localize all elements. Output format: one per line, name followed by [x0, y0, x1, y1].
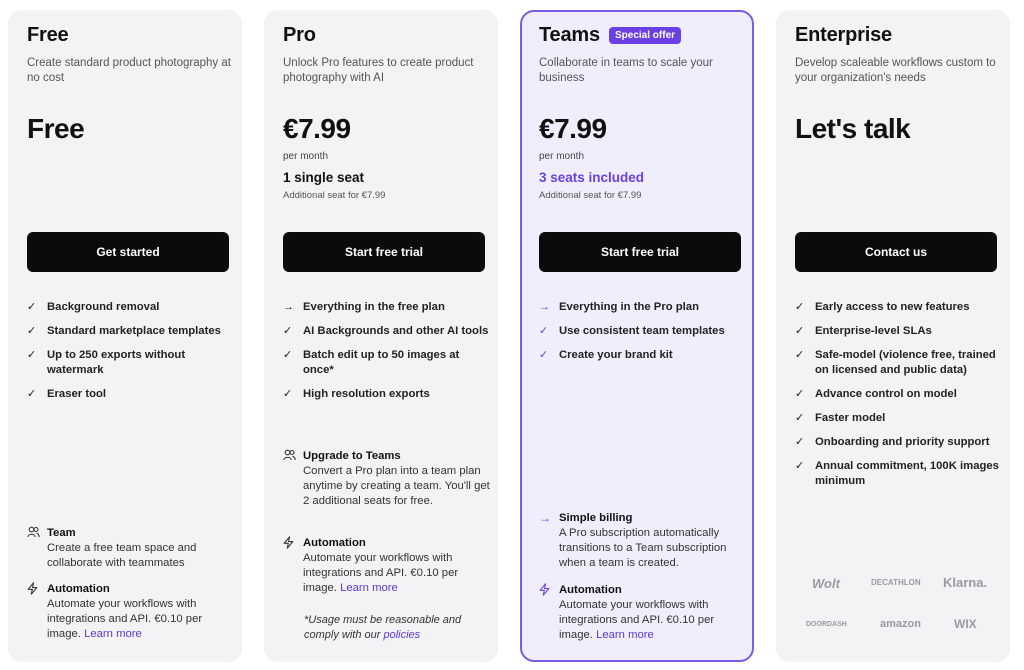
automation-block: Automation Automate your workflows with integrations and API. €0.10 per image. Learn more: [283, 536, 491, 596]
upgrade-to-teams-block: Upgrade to Teams Convert a Pro plan into a team plan anytime by creating a team. You'll get 2 additional seats for free.: [283, 449, 491, 509]
feature-list: [283, 300, 491, 411]
plan-card-free: [8, 10, 242, 662]
plan-description: Develop scaleable workflows custom to your organization's needs: [795, 57, 996, 84]
additional-seat-info: Additional seat for €7.99: [283, 190, 386, 201]
feature-item: ✓ Advance control on model: [795, 388, 957, 400]
start-free-trial-button[interactable]: Start free trial: [539, 232, 741, 272]
seat-info: 3 seats included: [539, 170, 645, 185]
team-icon: [27, 526, 47, 542]
feature-item: ✓ Batch edit up to 50 images at once*: [283, 349, 460, 376]
simple-billing-block: → Simple billing A Pro subscription automatically transitions to a Team subscription when a team is created.: [539, 511, 727, 569]
check-icon: ✓: [795, 388, 805, 400]
plan-description: Create standard product photography at no cost: [27, 57, 231, 84]
feature-list: [539, 300, 747, 372]
feature-item: ✓ Use consistent team templates: [539, 325, 725, 337]
check-icon: ✓: [283, 349, 293, 361]
price-period: per month: [539, 151, 585, 162]
special-offer-badge: Special offer: [609, 27, 681, 44]
logo-decathlon: DECATHLON: [871, 578, 921, 587]
feature-item: ✓ High resolution exports: [283, 388, 430, 400]
logo-amazon: amazon: [880, 618, 921, 630]
learn-more-link[interactable]: Learn more: [84, 628, 142, 640]
logo-doordash: DOORDASH: [806, 621, 847, 628]
lightning-icon: [27, 582, 47, 599]
check-icon: ✓: [539, 325, 549, 337]
arrow-right-icon: →: [283, 301, 294, 313]
check-icon: ✓: [27, 388, 37, 400]
price-period: per month: [283, 151, 329, 162]
plan-card-teams: [520, 10, 754, 662]
feature-item: ✓ Annual commitment, 100K images minimum: [795, 460, 999, 487]
plan-price: Let's talk: [795, 113, 911, 144]
additional-seat-info: Additional seat for €7.99: [539, 190, 642, 201]
check-icon: ✓: [795, 301, 805, 313]
plan-title: Enterprise: [795, 24, 892, 46]
feature-item: ✓ Eraser tool: [27, 388, 107, 400]
plan-price: Free: [27, 113, 85, 144]
check-icon: ✓: [795, 412, 805, 424]
feature-item: ✓ Background removal: [27, 301, 160, 313]
feature-item: ✓ Standard marketplace templates: [27, 325, 221, 337]
feature-list: [795, 300, 1003, 498]
feature-item: ✓ Safe-model (violence free, trained on licensed and public data): [795, 349, 996, 376]
check-icon: ✓: [27, 349, 37, 361]
feature-item: ✓ Create your brand kit: [539, 349, 673, 361]
plan-title: Free: [27, 24, 69, 46]
feature-item: → Everything in the Pro plan: [539, 301, 699, 313]
logo-wix: WIX: [954, 617, 977, 631]
feature-item: ✓ Up to 250 exports without watermark: [27, 349, 186, 376]
logo-wolt: Wolt: [812, 576, 840, 591]
lightning-icon: [539, 583, 559, 600]
check-icon: ✓: [27, 325, 37, 337]
learn-more-link[interactable]: Learn more: [340, 582, 398, 594]
logo-klarna: Klarna.: [943, 575, 988, 590]
plan-card-enterprise: [776, 10, 1010, 662]
feature-item: → Everything in the free plan: [283, 301, 445, 313]
plan-description: Unlock Pro features to create product photography with AI: [283, 57, 474, 84]
policies-link[interactable]: policies: [383, 629, 421, 641]
check-icon: ✓: [27, 301, 37, 313]
team-icon: [283, 449, 303, 465]
check-icon: ✓: [283, 388, 293, 400]
get-started-button[interactable]: Get started: [27, 232, 229, 272]
team-block: Team Create a free team space and collaborate with teammates: [27, 526, 235, 571]
check-icon: ✓: [539, 349, 549, 361]
start-free-trial-button[interactable]: Start free trial: [283, 232, 485, 272]
feature-list: [27, 300, 235, 411]
plan-price: €7.99: [283, 113, 351, 144]
automation-block: Automation Automate your workflows with integrations and API. €0.10 per image. Learn more: [27, 582, 235, 642]
check-icon: ✓: [283, 325, 293, 337]
check-icon: ✓: [795, 436, 805, 448]
plan-card-pro: [264, 10, 498, 662]
plan-price: €7.99: [539, 113, 607, 144]
check-icon: ✓: [795, 460, 805, 472]
feature-item: ✓ Enterprise-level SLAs: [795, 325, 932, 337]
learn-more-link[interactable]: Learn more: [596, 629, 654, 641]
automation-block: Automation Automate your workflows with integrations and API. €0.10 per image. Learn more: [539, 583, 747, 643]
feature-item: ✓ Onboarding and priority support: [795, 436, 990, 448]
plan-description: Collaborate in teams to scale your business: [539, 57, 713, 84]
plan-title: Teams: [539, 24, 600, 46]
plan-title: Pro: [283, 24, 316, 46]
feature-item: ✓ AI Backgrounds and other AI tools: [283, 325, 489, 337]
check-icon: ✓: [795, 325, 805, 337]
feature-item: ✓ Early access to new features: [795, 301, 970, 313]
arrow-right-icon: →: [539, 301, 550, 313]
contact-us-button[interactable]: Contact us: [795, 232, 997, 272]
usage-note: *Usage must be reasonable and comply with our policies: [304, 614, 462, 641]
check-icon: ✓: [795, 349, 805, 361]
lightning-icon: [283, 536, 303, 553]
arrow-right-icon: →: [539, 511, 551, 525]
feature-item: ✓ Faster model: [795, 412, 886, 424]
seat-info: 1 single seat: [283, 170, 365, 185]
